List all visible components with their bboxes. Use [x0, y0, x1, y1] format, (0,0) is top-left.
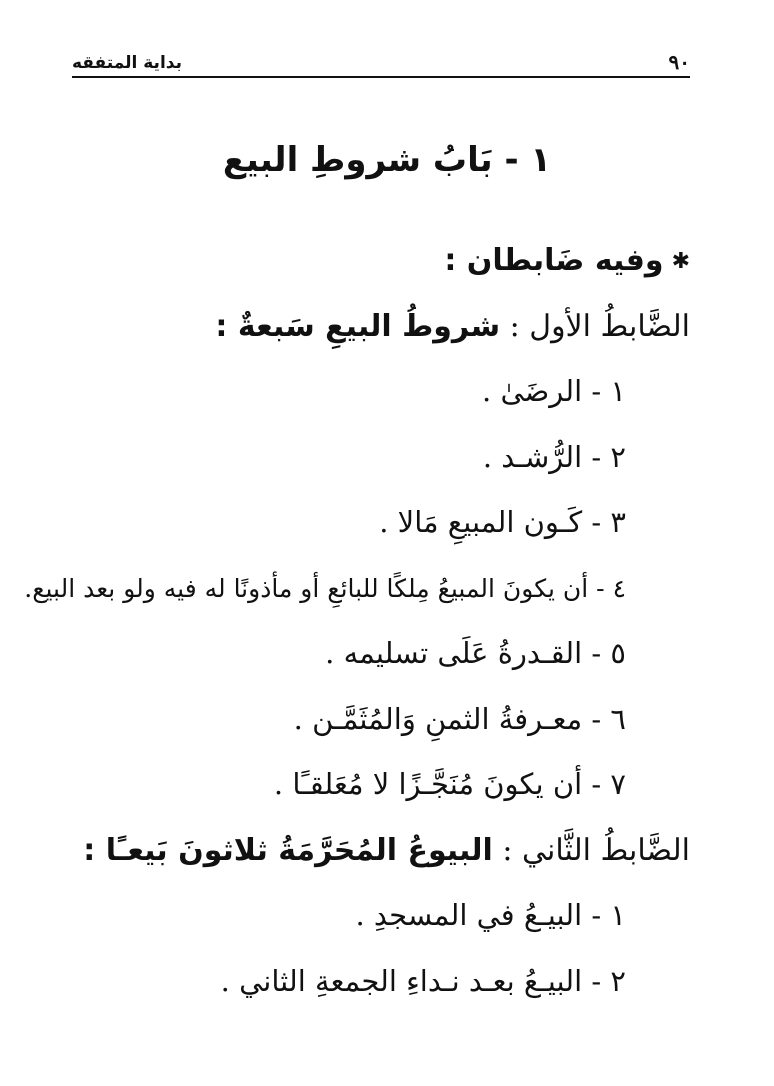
section-2-label: الضَّابطُ الثَّاني :	[492, 832, 690, 868]
list-item: ٢ - الرُّشـد .	[482, 439, 626, 474]
intro-line	[70, 228, 690, 294]
page-content	[24, 228, 690, 1014]
section-2-title: البيوعُ المُحَرَّمَةُ ثلاثونَ بَيعـًا :	[83, 832, 493, 868]
chapter-title: ١ - بَابُ شروطِ البيع	[222, 140, 552, 180]
page-number: ٩٠	[668, 50, 690, 74]
asterisk-icon: ✱	[671, 248, 690, 274]
section-1-label: الضَّابطُ الأول :	[500, 308, 690, 344]
list-item: ٧ - أن يكونَ مُنَجَّـزًا لا مُعَلقـًا .	[273, 767, 626, 801]
list-item: ٣ - كَـون المبيعِ مَالا .	[379, 505, 626, 539]
intro-text: وفيه ضَابطان :	[444, 243, 664, 278]
list-item: ٦ - معـرفةُ الثمنِ وَالمُثَمَّـن .	[293, 701, 626, 736]
section-1-heading	[70, 294, 690, 360]
list-item: ٢ - البيـعُ بعـد نـداءِ الجمعةِ الثاني .	[220, 963, 626, 998]
list-item: ١ - البيـعُ في المسجدِ .	[355, 898, 626, 932]
list-item: ٤ - أن يكونَ المبيعُ مِلكًا للبائعِ أو مأذونًا له فيه ولو بعد البيع.	[24, 573, 626, 603]
section-1-title: شروطُ البيعِ سَبعةٌ :	[215, 308, 501, 344]
book-title: بداية المتفقه	[72, 53, 182, 73]
list-item: ١ - الرضَىٰ .	[482, 374, 626, 408]
list-item: ٥ - القـدرةُ عَلَى تسليمه .	[325, 636, 626, 670]
section-2-heading	[70, 818, 690, 884]
running-header	[72, 42, 690, 78]
